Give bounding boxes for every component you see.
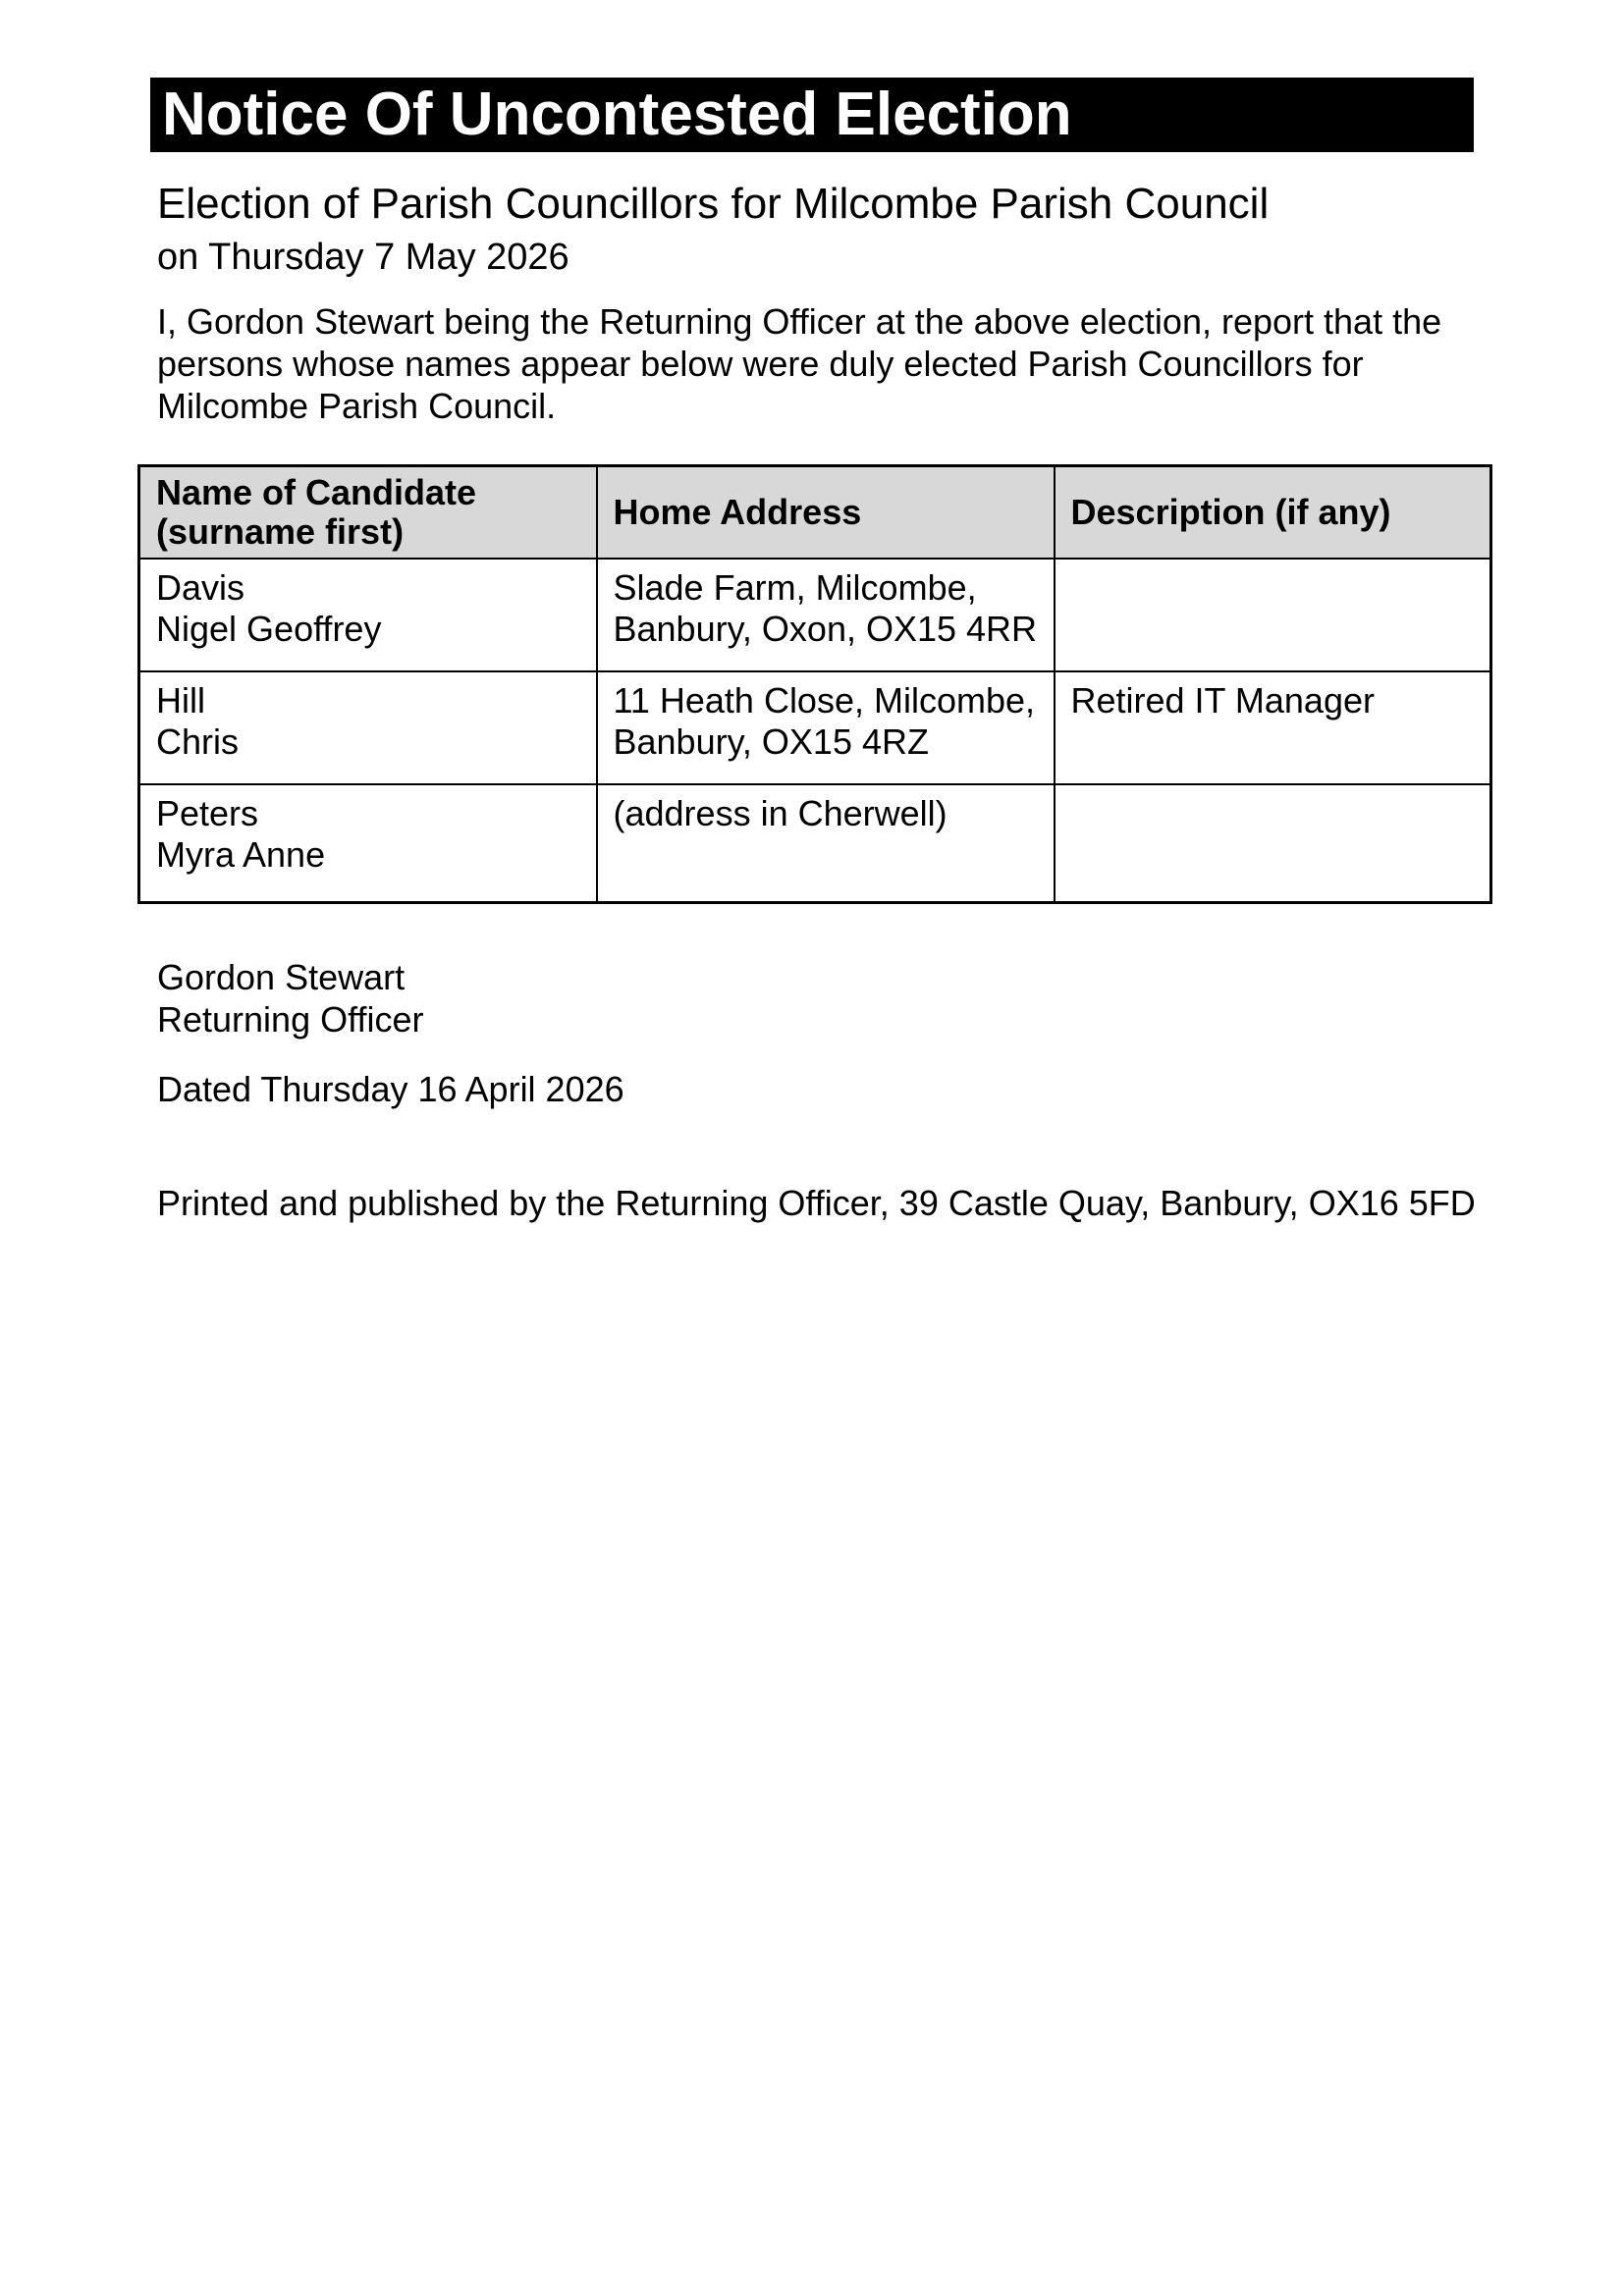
candidate-forenames: Nigel Geoffrey — [156, 609, 382, 649]
candidate-address-cell: Slade Farm, Milcombe, Banbury, Oxon, OX15 4RR — [597, 559, 1055, 671]
candidate-name-cell — [139, 671, 597, 784]
table-row — [139, 671, 1491, 784]
returning-officer-statement: I, Gordon Stewart being the Returning Officer at the above election, report that the persons whose names appear below were duly elected Parish Councillors for Milcombe Parish Council. — [157, 301, 1442, 426]
dated-line: Dated Thursday 16 April 2026 — [157, 1069, 624, 1109]
candidate-surname: Hill — [156, 680, 205, 721]
candidate-surname: Davis — [156, 567, 245, 608]
election-date-line: on Thursday 7 May 2026 — [157, 237, 569, 278]
column-header-description: Description (if any) — [1055, 466, 1491, 560]
candidate-forenames: Myra Anne — [156, 834, 326, 875]
candidates-table — [137, 464, 1492, 904]
candidate-surname: Peters — [156, 793, 259, 833]
column-header-name: Name of Candidate (surname first) — [139, 466, 597, 560]
signature-block — [157, 956, 423, 1041]
candidate-address-cell: (address in Cherwell) — [597, 784, 1055, 902]
imprint-line: Printed and published by the Returning Officer, 39 Castle Quay, Banbury, OX16 5FD — [157, 1183, 1476, 1223]
election-heading: Election of Parish Councillors for Milcombe Parish Council — [157, 180, 1270, 228]
notice-title-banner — [150, 78, 1474, 152]
candidate-name-cell — [139, 784, 597, 902]
candidate-description-cell — [1055, 784, 1491, 902]
column-header-address: Home Address — [597, 466, 1055, 560]
notice-title: Notice Of Uncontested Election — [162, 80, 1072, 148]
candidates-table-header — [139, 466, 1491, 560]
candidate-forenames: Chris — [156, 721, 240, 762]
table-row — [139, 784, 1491, 902]
candidate-address-cell: 11 Heath Close, Milcombe, Banbury, OX15 4RZ — [597, 671, 1055, 784]
candidate-description-cell: Retired IT Manager — [1055, 671, 1491, 784]
signature-role: Returning Officer — [157, 999, 424, 1040]
table-row — [139, 559, 1491, 671]
candidate-description-cell — [1055, 559, 1491, 671]
candidate-name-cell — [139, 559, 597, 671]
signature-name: Gordon Stewart — [157, 957, 406, 997]
